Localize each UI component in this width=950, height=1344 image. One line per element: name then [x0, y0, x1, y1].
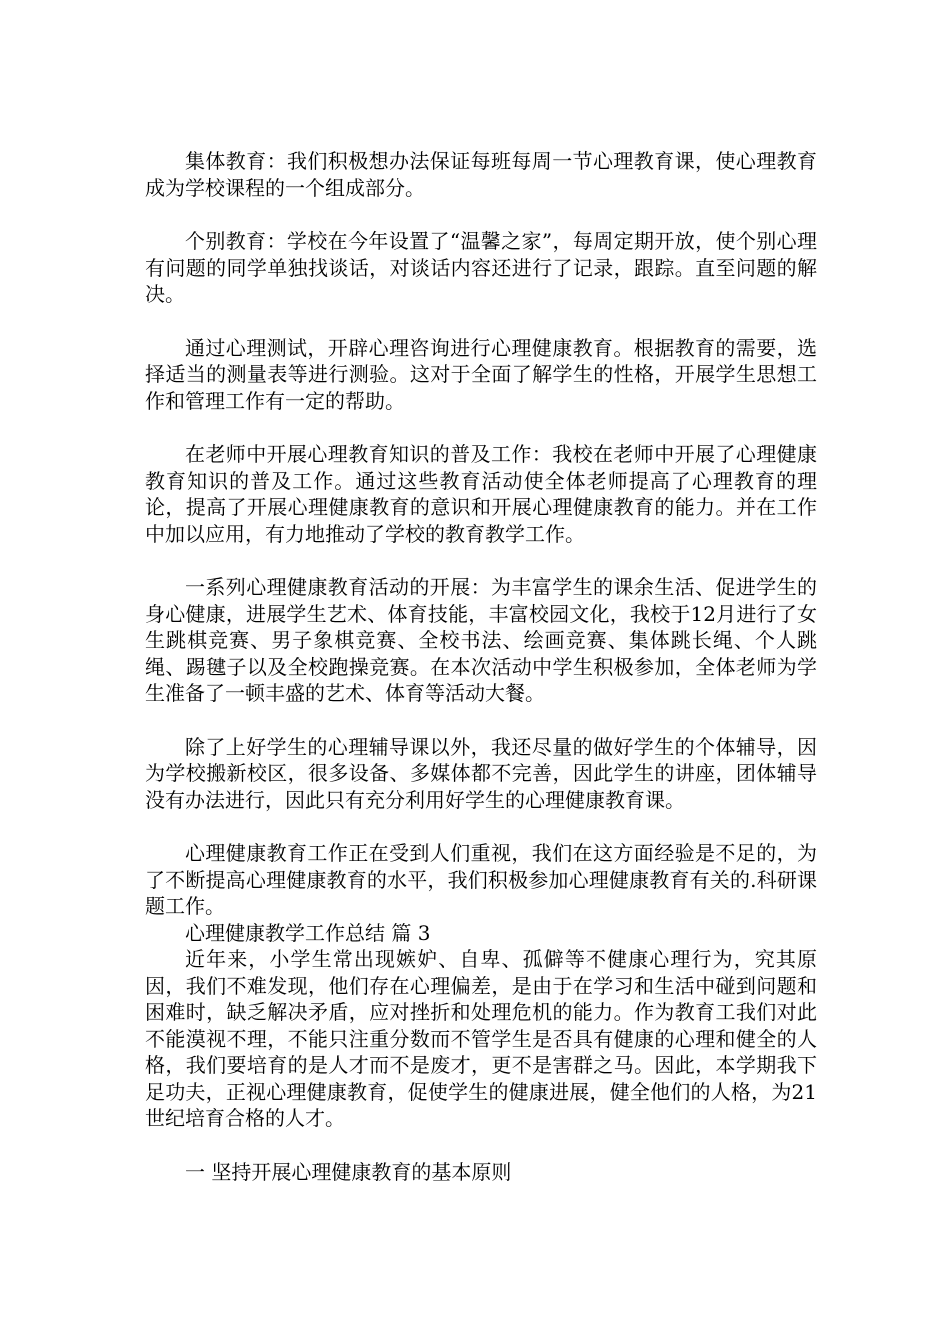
paragraph-collective-education: 集体教育：我们积极想办法保证每班每周一节心理教育课，使心理教育成为学校课程的一个组成部分。	[145, 149, 817, 200]
paragraph-activities: 一系列心理健康教育活动的开展：为丰富学生的课余生活、促进学生的身心健康，进展学生艺术、体育技能，丰富校园文化，我校于12月进行了女生跳棋竞赛、男子象棋竞赛、全校书法、绘画竞赛、集体跳长绳、个人跳绳、踢毽子以及全校跑操竞赛。在本次活动中学生积极参加，全体老师为学生准备了一顿丰盛的艺术、体育等活动大餐。	[145, 575, 817, 705]
paragraph-introduction: 近年来，小学生常出现嫉妒、自卑、孤僻等不健康心理行为，究其原因，我们不难发现，他们存在心理偏差，是由于在学习和生活中碰到问题和困难时，缺乏解决矛盾，应对挫折和处理危机的能力。作为教育工我们对此不能漠视不理，不能只注重分数而不管学生是否具有健康的心理和健全的人格，我们要培育的是人才而不是废才，更不是害群之马。因此，本学期我下足功夫，正视心理健康教育，促使学生的健康进展，健全他们的人格，为21世纪培育合格的人才。	[145, 947, 817, 1130]
section-heading: 心理健康教学工作总结 篇 3	[185, 920, 431, 945]
paragraph-research: 心理健康教育工作正在受到人们重视，我们在这方面经验是不足的，为了不断提高心理健康教育的水平，我们积极参加心理健康教育有关的.科研课题工作。	[145, 841, 817, 918]
paragraph-psychological-testing: 通过心理测试，开辟心理咨询进行心理健康教育。根据教育的需要，选择适当的测量表等进行测验。这对于全面了解学生的性格，开展学生思想工作和管理工作有一定的帮助。	[145, 335, 817, 413]
paragraph-individual-education: 个别教育：学校在今年设置了“温馨之家”，每周定期开放，使个别心理有问题的同学单独找谈话，对谈话内容还进行了记录，跟踪。直至问题的解决。	[145, 229, 817, 306]
paragraph-individual-counseling: 除了上好学生的心理辅导课以外，我还尽量的做好学生的个体辅导，因为学校搬新校区，很多设备、多媒体都不完善，因此学生的讲座，团体辅导没有办法进行，因此只有充分利用好学生的心理健康教育课。	[145, 734, 817, 812]
subheading-principles: 一 坚持开展心理健康教育的基本原则	[185, 1159, 512, 1184]
document-body	[145, 148, 817, 1185]
paragraph-teacher-training: 在老师中开展心理教育知识的普及工作：我校在老师中开展了心理健康教育知识的普及工作。通过这些教育活动使全体老师提高了心理教育的理论，提高了开展心理健康教育的意识和开展心理健康教育的能力。并在工作中加以应用，有力地推动了学校的教育教学工作。	[145, 442, 817, 546]
